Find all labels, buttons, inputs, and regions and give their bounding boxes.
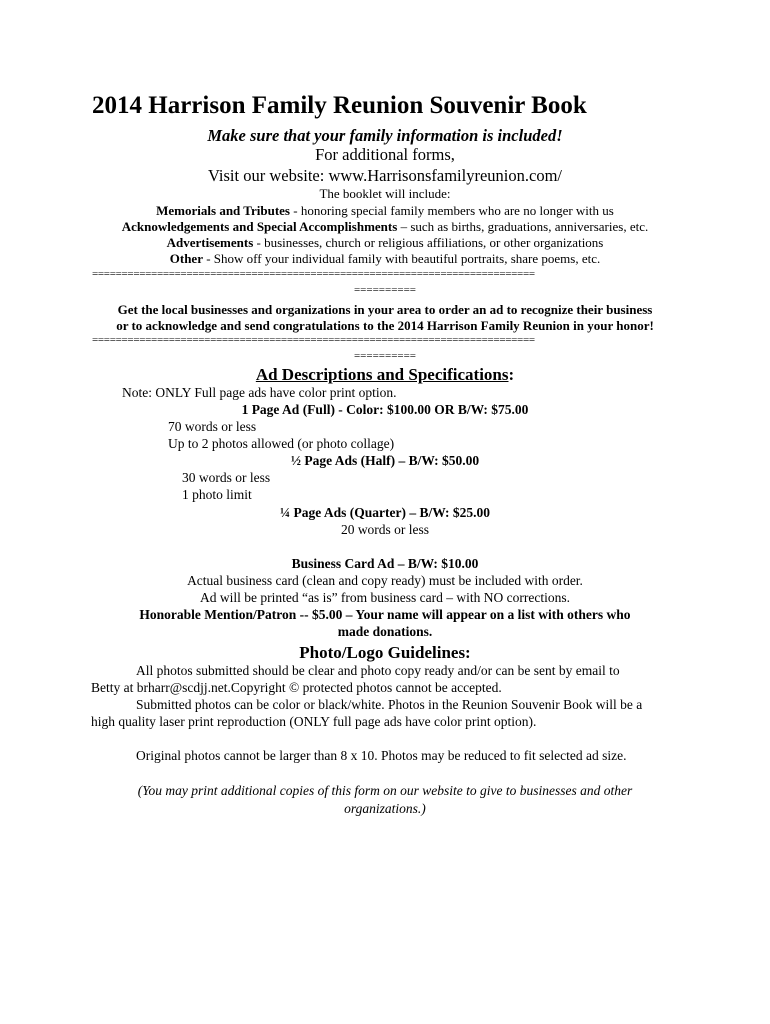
quarter-page-ad-title: ¼ Page Ads (Quarter) – B/W: $25.00 <box>280 505 490 520</box>
ad-descriptions-heading <box>0 365 770 385</box>
page-title: 2014 Harrison Family Reunion Souvenir Book <box>92 92 587 119</box>
half-page-ad-words: 30 words or less <box>182 470 271 485</box>
booklet-item-text: - Show off your individual family with beautiful portraits, share poems, etc. <box>202 251 601 266</box>
business-card-ad-line-1: Actual business card (clean and copy ready) must be included with order. <box>187 573 583 588</box>
booklet-item-label: Other <box>169 251 203 266</box>
photo-para-1-line-2: Betty at brharr@scdjj.net.Copyright © protected photos cannot be accepted. <box>91 680 502 695</box>
footer-note-line-2: organizations.) <box>344 801 426 816</box>
booklet-item-memorials <box>0 203 770 219</box>
callout-line-1: Get the local businesses and organizations in your area to order an ad to recognize their business <box>117 302 653 317</box>
honorable-mention-line-1: Honorable Mention/Patron -- $5.00 – Your name will appear on a list with others who <box>139 607 631 622</box>
footer-note-line-1: (You may print additional copies of this form on our website to give to businesses and other <box>137 783 633 798</box>
separator-line: =========================================================================== <box>92 268 535 280</box>
full-page-ad-photos: Up to 2 photos allowed (or photo collage) <box>168 436 395 451</box>
photo-para-2-line-1: Submitted photos can be color or black/white. Photos in the Reunion Souvenir Book will be a <box>136 697 643 712</box>
booklet-item-label: Memorials and Tributes <box>156 203 290 218</box>
booklet-item-text: - businesses, church or religious affiliations, or other organizations <box>253 235 604 250</box>
honorable-mention-line-2: made donations. <box>337 624 433 639</box>
separator-tail: ========== <box>353 350 417 362</box>
booklet-item-text: – such as births, graduations, anniversaries, etc. <box>397 219 649 234</box>
additional-forms-line: For additional forms, <box>315 145 455 164</box>
ad-heading-colon: : <box>508 365 515 384</box>
photo-para-1-line-1: All photos submitted should be clear and photo copy ready and/or can be sent by email to <box>136 663 620 678</box>
booklet-item-label: Advertisements <box>166 235 254 250</box>
half-page-ad-photos: 1 photo limit <box>182 487 252 502</box>
ad-note: Note: ONLY Full page ads have color print option. <box>122 385 397 400</box>
separator-tail: ========== <box>353 284 417 296</box>
photo-para-3: Original photos cannot be larger than 8 x 10. Photos may be reduced to fit selected ad size. <box>136 748 627 763</box>
booklet-item-acknowledgements <box>0 219 770 235</box>
photo-guidelines-heading: Photo/Logo Guidelines: <box>299 643 471 662</box>
business-card-ad-title: Business Card Ad – B/W: $10.00 <box>291 556 479 571</box>
half-page-ad-title: ½ Page Ads (Half) – B/W: $50.00 <box>290 453 480 468</box>
website-line: Visit our website: www.Harrisonsfamilyreunion.com/ <box>207 166 562 185</box>
business-card-ad-line-2: Ad will be printed “as is” from business card – with NO corrections. <box>199 590 571 605</box>
photo-para-2-line-2: high quality laser print reproduction (ONLY full page ads have color print option). <box>91 714 537 729</box>
separator-line: =========================================================================== <box>92 334 535 346</box>
full-page-ad-title: 1 Page Ad (Full) - Color: $100.00 OR B/W: $75.00 <box>241 402 529 417</box>
full-page-ad-words: 70 words or less <box>168 419 257 434</box>
quarter-page-ad-words: 20 words or less <box>340 522 430 537</box>
callout-line-2: or to acknowledge and send congratulations to the 2014 Harrison Family Reunion in your honor! <box>116 318 654 333</box>
booklet-intro: The booklet will include: <box>319 186 451 201</box>
booklet-item-text: - honoring special family members who are no longer with us <box>290 203 614 218</box>
ad-heading-text: Ad Descriptions and Specifications <box>255 365 509 384</box>
booklet-item-other <box>0 251 770 267</box>
subtitle: Make sure that your family information is included! <box>207 126 563 145</box>
booklet-item-label: Acknowledgements and Special Accomplishments <box>121 219 398 234</box>
booklet-item-advertisements <box>0 235 770 251</box>
